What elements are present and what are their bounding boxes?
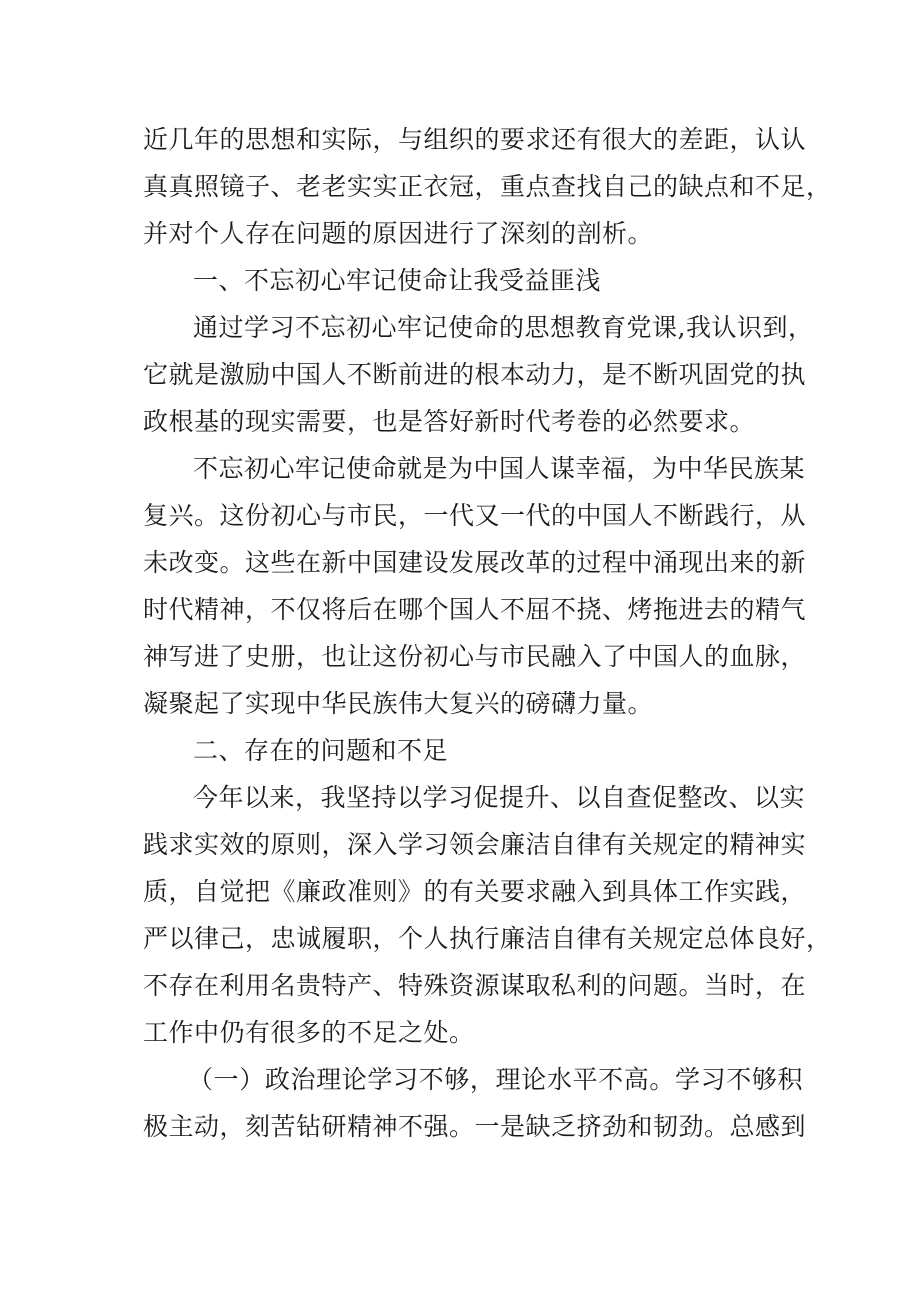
paragraph-line: 并对个人存在问题的原因进行了深刻的剖析。 <box>143 219 654 248</box>
paragraph-line: 复兴。这份初心与市民，一代又一代的中国人不断践行，从 <box>143 501 807 530</box>
paragraph-line: 神写进了史册，也让这份初心与市民融入了中国人的血脉， <box>143 642 807 671</box>
paragraph-line: 不忘初心牢记使命就是为中国人谋幸福，为中华民族某 <box>193 454 806 483</box>
paragraph-line: 极主动，刻苦钻研精神不强。一是缺乏挤劲和韧劲。总感到 <box>143 1112 807 1141</box>
paragraph-line: 今年以来，我坚持以学习促提升、以自查促整改、以实 <box>193 783 806 812</box>
paragraph-line: 政根基的现实需要，也是答好新时代考卷的必然要求。 <box>143 407 756 436</box>
paragraph-line: 近几年的思想和实际，与组织的要求还有很大的差距，认认 <box>143 125 807 154</box>
paragraph-line: 时代精神，不仅将后在哪个国人不屈不挠、烤拖进去的精气 <box>143 595 807 624</box>
paragraph-line: 工作中仍有很多的不足之处。 <box>143 1018 475 1047</box>
paragraph-line: 质，自觉把《廉政准则》的有关要求融入到具体工作实践， <box>143 877 807 906</box>
subsection-heading: （一）政治理论学习不够，理论水平不高。学习不够积 <box>188 1065 803 1094</box>
paragraph-line: 真真照镜子、老老实实正衣冠，重点查找自己的缺点和不足， <box>143 172 832 201</box>
paragraph-line: 严以律己，忠诚履职，个人执行廉洁自律有关规定总体良好， <box>143 924 832 953</box>
section-heading: 二、存在的问题和不足 <box>193 736 449 765</box>
paragraph-line: 未改变。这些在新中国建设发展改革的过程中涌现出来的新 <box>143 548 807 577</box>
section-heading: 一、不忘初心牢记使命让我受益匪浅 <box>193 266 602 295</box>
document-body <box>143 116 832 1150</box>
paragraph-line: 通过学习不忘初心牢记使命的思想教育党课,我认识到， <box>193 313 814 342</box>
paragraph-line: 它就是激励中国人不断前进的根本动力，是不断巩固党的执 <box>143 360 807 389</box>
paragraph-line: 不存在利用名贵特产、特殊资源谋取私利的问题。当时，在 <box>143 971 807 1000</box>
paragraph-line: 凝聚起了实现中华民族伟大复兴的磅礴力量。 <box>143 689 654 718</box>
paragraph-line: 践求实效的原则，深入学习领会廉洁自律有关规定的精神实 <box>143 830 807 859</box>
